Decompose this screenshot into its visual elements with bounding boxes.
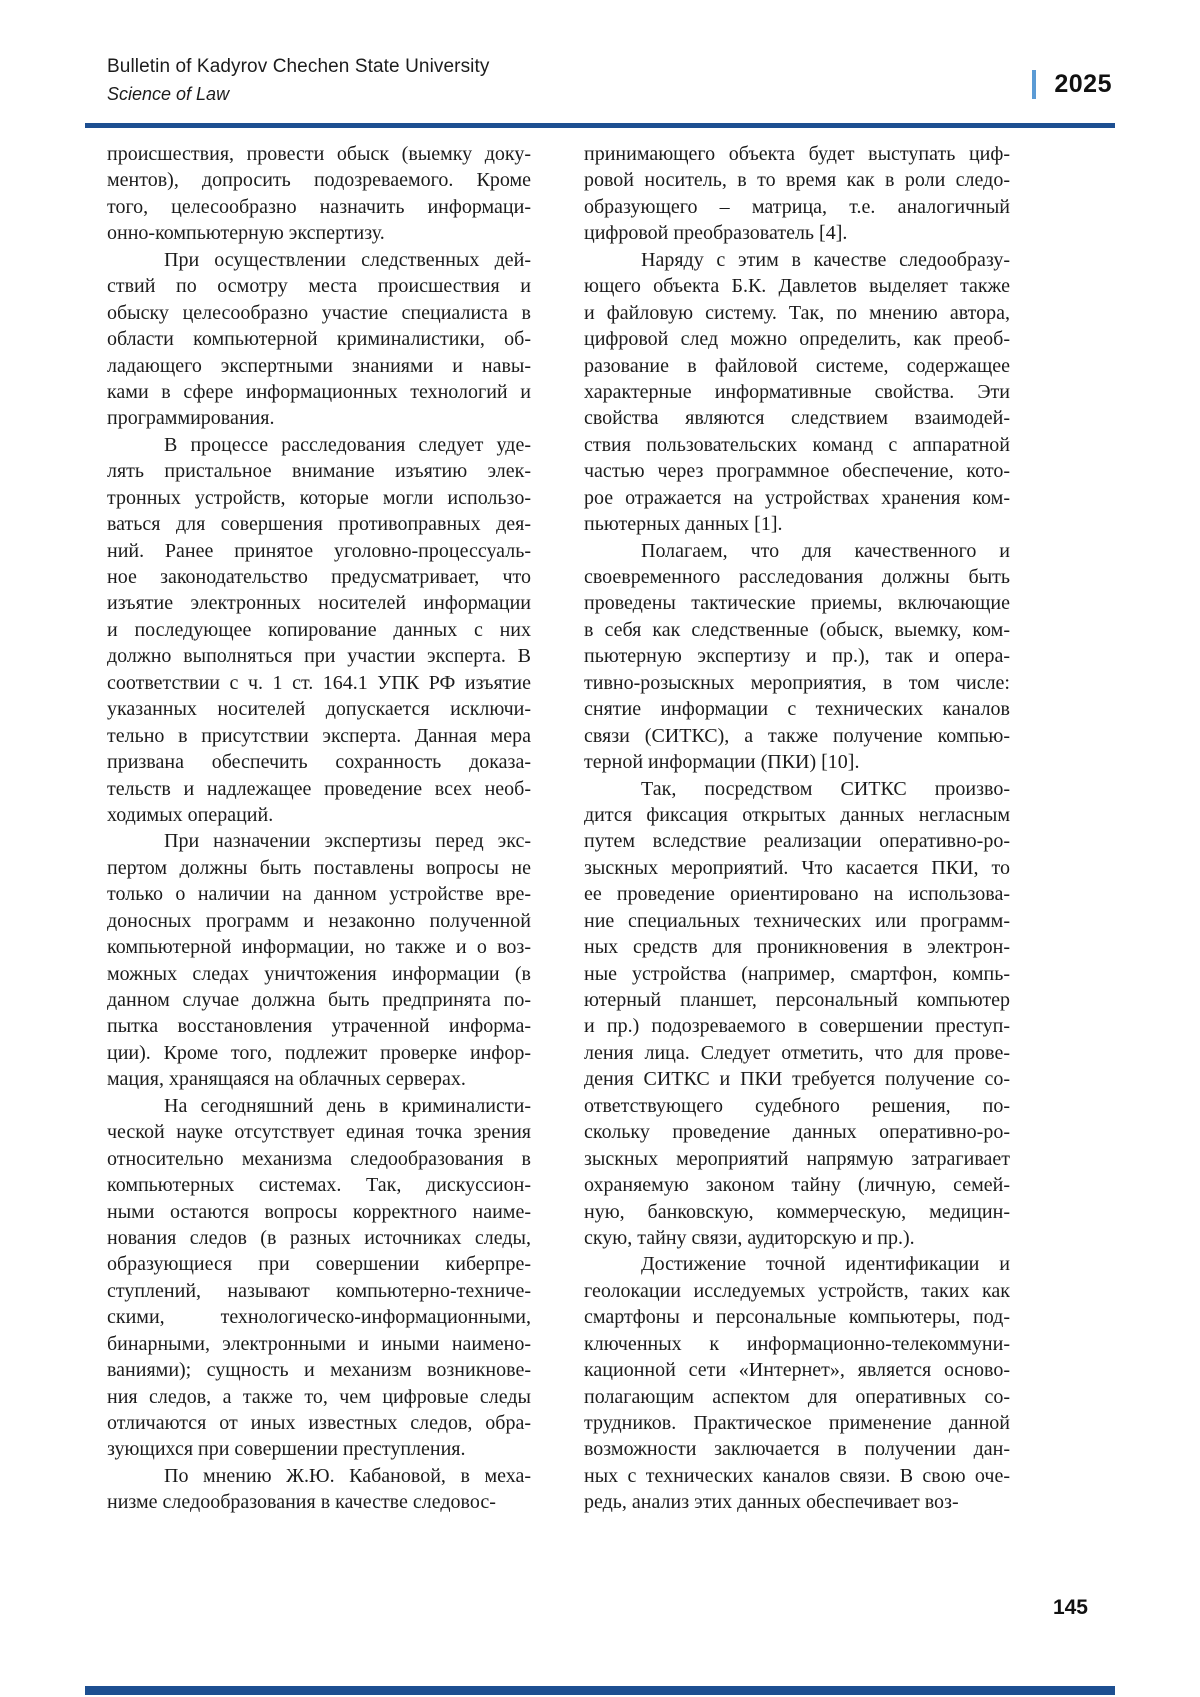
paragraph xyxy=(584,247,1010,538)
text-line: путем вследствие реализации оперативно-ро- xyxy=(584,830,1010,853)
text-line: лять пристальное внимание изъятию элек- xyxy=(107,460,531,483)
text-line: низме следообразования в качестве следовос- xyxy=(107,1491,496,1514)
text-line: разование в файловой системе, содержащее xyxy=(584,354,1010,377)
text-line: Так, посредством СИТКС произво- xyxy=(641,777,1010,800)
text-line: и последующее копирование данных с них xyxy=(107,618,531,641)
paragraph xyxy=(107,141,531,247)
text-line: редь, анализ этих данных обеспечивает воз- xyxy=(584,1491,959,1514)
text-line: геолокации исследуемых устройств, таких как xyxy=(584,1279,1010,1302)
text-line: характерные информативные свойства. Эти xyxy=(584,380,1010,403)
text-line: пертом должны быть поставлены вопросы не xyxy=(107,856,531,879)
paragraph xyxy=(107,247,531,432)
text-line: снятие информации с технических каналов xyxy=(584,698,1010,721)
text-line: ваниями); сущность и механизм возникнове- xyxy=(107,1359,531,1382)
text-line: ключенных к информационно-телекоммуни- xyxy=(584,1332,1010,1355)
text-line: ровой носитель, в то время как в роли следо- xyxy=(584,169,1010,192)
text-line: При осуществлении следственных дей- xyxy=(164,248,531,271)
text-line: скую, тайну связи, аудиторскую и пр.). xyxy=(584,1226,915,1249)
text-line: тивно-розыскных мероприятия, в том числе: xyxy=(584,671,1010,694)
text-line: соответствии с ч. 1 ст. 164.1 УПК РФ изъятие xyxy=(107,671,531,694)
paragraph xyxy=(584,538,1010,776)
text-line: частью через программное обеспечение, кото- xyxy=(584,460,1010,483)
text-line: цифровой след можно определить, как преоб- xyxy=(584,328,1010,351)
text-line: доносных программ и незаконно полученной xyxy=(107,909,531,932)
text-line: ступлений, называют компьютерно-техниче- xyxy=(107,1279,531,1302)
text-line: тельно в присутствии эксперта. Данная мера xyxy=(107,724,531,747)
text-line: данном случае должна быть предпринята по- xyxy=(107,989,531,1011)
text-line: образующего – матрица, т.е. аналогичный xyxy=(584,195,1010,218)
paragraph xyxy=(107,432,531,829)
text-line: компьютерных системах. Так, дискуссион- xyxy=(107,1174,531,1197)
year-block xyxy=(1032,70,1112,99)
text-line: отличаются от иных известных следов, обра- xyxy=(107,1412,531,1434)
text-line: ходимых операций. xyxy=(107,803,274,826)
text-line: терной информации (ПКИ) [10]. xyxy=(584,751,860,774)
text-line: компьютерной информации, но также и о воз- xyxy=(107,936,531,959)
text-line: онно-компьютерную экспертизу. xyxy=(107,222,385,245)
text-line: ческой науке отсутствует единая точка зрения xyxy=(107,1121,531,1144)
text-line: обыску целесообразно участие специалиста в xyxy=(107,301,531,324)
text-line: ответствующего судебного решения, по- xyxy=(584,1094,1010,1117)
text-line: указанных носителей допускается исключи- xyxy=(107,698,531,721)
paragraph xyxy=(107,828,531,1092)
text-line: рое отражается на устройствах хранения ком- xyxy=(584,486,1010,509)
text-line: ных с технических каналов связи. В свою оче- xyxy=(584,1464,1010,1487)
text-line: На сегодняшний день в криминалисти- xyxy=(164,1094,531,1117)
text-line: ными остаются вопросы корректного наиме- xyxy=(107,1200,531,1223)
text-line: ные устройства (например, смартфон, компь- xyxy=(584,962,1010,985)
text-line: пьютерную экспертизу и пр.), так и опера- xyxy=(584,645,1010,668)
text-line: ствия пользовательских команд с аппаратной xyxy=(584,433,1010,456)
text-line: зыскных мероприятий. Что касается ПКИ, то xyxy=(584,856,1010,879)
text-line: смартфоны и персональные компьютеры, под- xyxy=(584,1306,1010,1329)
paragraph xyxy=(107,1463,531,1516)
text-line: относительно механизма следообразования в xyxy=(107,1147,531,1170)
text-line: ления лица. Следует отметить, что для прове- xyxy=(584,1041,1010,1064)
text-line: тронных устройств, которые могли использо- xyxy=(107,486,531,509)
journal-subtitle: Science of Law xyxy=(107,84,230,104)
text-line: дится фиксация открытых данных негласным xyxy=(584,803,1010,826)
text-line: ками в сфере информационных технологий и xyxy=(107,380,531,403)
text-line: цифровой преобразователь [4]. xyxy=(584,222,848,245)
text-line: По мнению Ж.Ю. Кабановой, в меха- xyxy=(164,1464,531,1487)
text-line: и файловую систему. Так, по мнению автора, xyxy=(584,301,1010,324)
paragraph xyxy=(584,776,1010,1252)
text-line: ное законодательство предусматривает, что xyxy=(107,566,531,588)
text-line: пьютерных данных [1]. xyxy=(584,513,783,536)
text-line: зыскных мероприятий напрямую затрагивает xyxy=(584,1147,1010,1170)
text-line: полагающим аспектом для оперативных со- xyxy=(584,1385,1010,1408)
text-line: скольку проведение данных оперативно-ро- xyxy=(584,1121,1010,1144)
text-line: того, целесообразно назначить информаци- xyxy=(107,195,531,218)
text-line: области компьютерной криминалистики, об- xyxy=(107,328,531,351)
text-line: связи (СИТКС), а также получение компью- xyxy=(584,724,1010,747)
text-line: ютерный планшет, персональный компьютер xyxy=(584,989,1010,1011)
text-line: дения СИТКС и ПКИ требуется получение со- xyxy=(584,1068,1010,1091)
text-line: ее проведение ориентировано на использова- xyxy=(584,883,1010,906)
text-line: можных следах уничтожения информации (в xyxy=(107,962,531,985)
journal-title: Bulletin of Kadyrov Chechen State University xyxy=(107,56,490,77)
text-line: происшествия, провести обыск (выемку доку- xyxy=(107,143,531,165)
text-line: ющего объекта Б.К. Давлетов выделяет также xyxy=(584,275,1010,298)
text-line: Полагаем, что для качественного и xyxy=(641,539,1010,562)
text-line: нования следов (в разных источниках следы, xyxy=(107,1226,531,1249)
text-line: ную, банковскую, коммерческую, медицин- xyxy=(584,1200,1010,1223)
text-line: охраняемую законом тайну (личную, семей- xyxy=(584,1174,1010,1197)
text-line: призвана обеспечить сохранность доказа- xyxy=(107,751,531,774)
header-rule xyxy=(85,123,1115,128)
text-line: ваться для совершения противоправных дея- xyxy=(107,513,531,536)
text-line: проведены тактические приемы, включающие xyxy=(584,592,1010,615)
paragraph xyxy=(584,141,1010,247)
text-line: возможности заключается в получении дан- xyxy=(584,1438,1010,1461)
text-line: тельств и надлежащее проведение всех необ- xyxy=(107,777,531,800)
text-line: программирования. xyxy=(107,407,275,430)
text-line: Достижение точной идентификации и xyxy=(641,1253,1010,1276)
text-line: только о наличии на данном устройстве вре- xyxy=(107,883,531,906)
paragraph xyxy=(107,1093,531,1463)
text-line: ных средств для проникновения в электрон- xyxy=(584,936,1010,959)
text-line: мация, хранящаяся на облачных серверах. xyxy=(107,1068,466,1091)
text-line: ции). Кроме того, подлежит проверке инфор- xyxy=(107,1041,531,1064)
text-line: В процессе расследования следует уде- xyxy=(164,433,531,456)
text-line: пытка восстановления утраченной информа- xyxy=(107,1015,531,1038)
text-line: должно выполняться при участии эксперта. В xyxy=(107,645,531,668)
text-line: ладающего экспертными знаниями и навы- xyxy=(107,354,531,377)
year-label: 2025 xyxy=(1054,70,1112,98)
text-line: ния следов, а также то, чем цифровые следы xyxy=(107,1385,531,1408)
text-line: Наряду с этим в качестве следообразу- xyxy=(641,248,1010,271)
text-line: свойства являются следствием взаимодей- xyxy=(584,407,1010,430)
text-line: ментов), допросить подозреваемого. Кроме xyxy=(107,169,531,192)
text-line: ний. Ранее принятое уголовно-процессуаль- xyxy=(107,539,531,562)
text-line: ние специальных технических или программ- xyxy=(584,909,1010,932)
text-line: бинарными, электронными и иными наимено- xyxy=(107,1332,531,1355)
footer-rule xyxy=(85,1686,1115,1695)
text-line: кационной сети «Интернет», является осново- xyxy=(584,1359,1010,1382)
paragraph xyxy=(584,1251,1010,1515)
text-line: скими, технологическо-информационными, xyxy=(107,1306,531,1329)
year-divider-bar xyxy=(1032,70,1036,99)
left-column xyxy=(107,141,531,1516)
text-line: При назначении экспертизы перед экс- xyxy=(164,830,531,853)
text-line: изъятие электронных носителей информации xyxy=(107,592,531,615)
text-line: зующихся при совершении преступления. xyxy=(107,1438,466,1461)
text-line: принимающего объекта будет выступать циф- xyxy=(584,143,1010,165)
text-line: своевременного расследования должны быть xyxy=(584,566,1010,588)
text-line: образующиеся при совершении киберпре- xyxy=(107,1253,531,1276)
text-line: ствий по осмотру места происшествия и xyxy=(107,275,531,298)
text-line: в себя как следственные (обыск, выемку, ком- xyxy=(584,618,1010,641)
text-line: трудников. Практическое применение данной xyxy=(584,1412,1010,1434)
text-line: и пр.) подозреваемого в совершении преступ- xyxy=(584,1015,1010,1038)
right-column xyxy=(584,141,1010,1516)
page-number: 145 xyxy=(1052,1596,1088,1619)
